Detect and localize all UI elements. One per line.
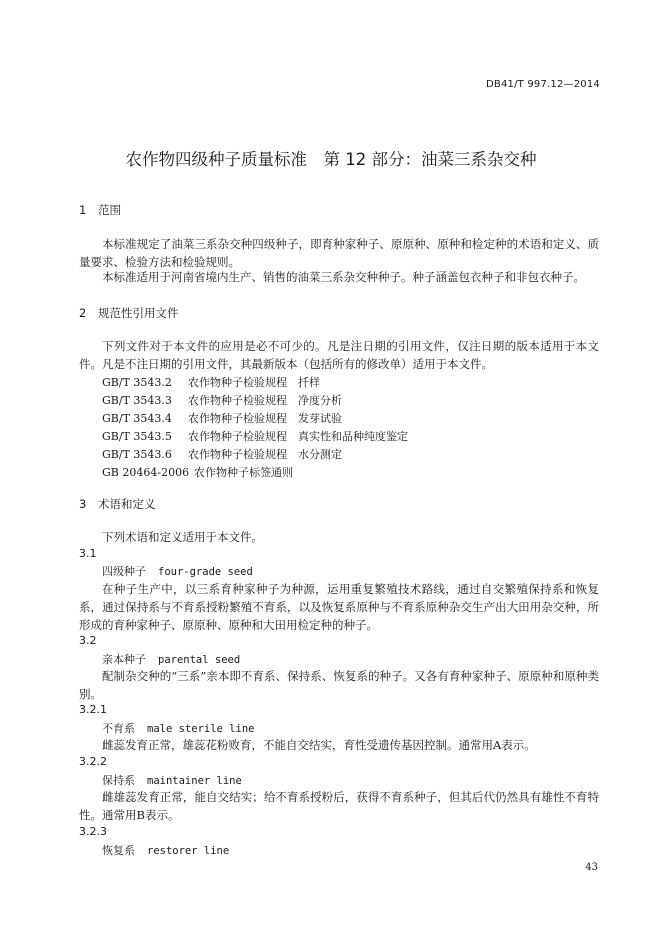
reference-item <box>102 392 342 408</box>
term-english: parental seed <box>158 654 241 666</box>
term-definition: 在种子生产中，以三系育种家种子为种源，运用重复繁殖技术路线，通过自交繁殖保持系和恢复系，通过保持系与不育系授粉繁殖不育系，以及恢复系原种与不育系原种杂交生产出大田用杂交种，所形成的育种家种子、原原种、原种和大田用检定种的种子。 <box>79 582 599 632</box>
terms-intro-paragraph: 下列术语和定义适用于本文件。 <box>102 530 263 544</box>
section-number: 2 <box>79 306 87 320</box>
clause-number: 3.2.1 <box>79 703 107 716</box>
section-title: 术语和定义 <box>98 497 156 511</box>
reference-item <box>102 446 342 462</box>
term-definition: 雌蕊发育正常，雄蕊花粉败育，不能自交结实，育性受遗传基因控制。通常用A表示。 <box>102 738 536 752</box>
term-definition: 配制杂交种的“三系”亲本即不育系、保持系、恢复系的种子。又各有育种家种子、原原种和原种类别。 <box>79 669 599 701</box>
scope-paragraph-1: 本标准规定了油菜三系杂交种四级种子，即育种家种子、原原种、原种和检定种的术语和定义、质量要求、检验方法和检验规则。 <box>79 237 599 269</box>
term-definition: 雌雄蕊发育正常，能自交结实；给不育系授粉后，获得不育系种子，但其后代仍然具有雄性不育特性。通常用B表示。 <box>79 790 599 822</box>
reference-code: GB/T 3543.5 <box>102 430 172 443</box>
section-number: 1 <box>79 203 87 217</box>
term-name: 不育系 <box>102 722 135 735</box>
term-name: 四级种子 <box>102 565 146 578</box>
section-title: 规范性引用文件 <box>98 306 179 320</box>
reference-item <box>102 410 342 426</box>
reference-code: GB 20464-2006 <box>102 466 190 479</box>
clause-number: 3.2.3 <box>79 825 107 838</box>
scope-paragraph-2: 本标准适用于河南省境内生产、销售的油菜三系杂交种种子。种子涵盖包衣种子和非包衣种子。 <box>102 270 585 284</box>
term-maintainer-line <box>102 772 242 788</box>
term-name: 亲本种子 <box>102 653 146 666</box>
document-title: 农作物四级种子质量标准 第 12 部分：油菜三系杂交种 <box>125 150 537 169</box>
references-paragraph: 下列文件对于本文件的应用是必不可少的。凡是注日期的引用文件，仅注日期的版本适用于本文件。凡是不注日期的引用文件，其最新版本（包括所有的修改单）适用于本文件。 <box>79 339 599 371</box>
section-number: 3 <box>79 497 87 511</box>
term-four-grade-seed <box>102 563 253 579</box>
reference-name: 农作物种子检验规程 水分测定 <box>188 448 342 461</box>
reference-code: GB/T 3543.6 <box>102 448 172 461</box>
reference-code: GB/T 3543.2 <box>102 376 172 389</box>
clause-number: 3.2 <box>79 634 97 647</box>
term-english: maintainer line <box>147 775 242 787</box>
reference-item <box>102 464 293 480</box>
section-1-heading <box>79 202 121 218</box>
section-title: 范围 <box>98 203 121 217</box>
term-restorer-line <box>102 842 229 858</box>
reference-name: 农作物种子检验规程 扦样 <box>188 376 320 389</box>
term-name: 恢复系 <box>102 844 135 857</box>
reference-code: GB/T 3543.4 <box>102 412 172 425</box>
reference-item <box>102 374 320 390</box>
document-code-header: DB41/T 997.12—2014 <box>486 79 600 90</box>
term-english: four-grade seed <box>158 566 253 578</box>
section-2-heading <box>79 305 179 321</box>
term-name: 保持系 <box>102 774 135 787</box>
reference-name: 农作物种子标签通则 <box>194 466 293 479</box>
clause-number: 3.1 <box>79 547 97 560</box>
term-male-sterile-line <box>102 720 254 736</box>
clause-number: 3.2.2 <box>79 755 107 768</box>
page-number: 43 <box>585 862 598 873</box>
term-english: restorer line <box>147 845 230 857</box>
term-parental-seed <box>102 651 240 667</box>
reference-code: GB/T 3543.3 <box>102 394 172 407</box>
reference-name: 农作物种子检验规程 发芽试验 <box>188 412 342 425</box>
reference-item <box>102 428 408 444</box>
reference-name: 农作物种子检验规程 真实性和品种纯度鉴定 <box>188 430 408 443</box>
section-3-heading <box>79 496 156 512</box>
term-english: male sterile line <box>147 723 255 735</box>
reference-name: 农作物种子检验规程 净度分析 <box>188 394 342 407</box>
